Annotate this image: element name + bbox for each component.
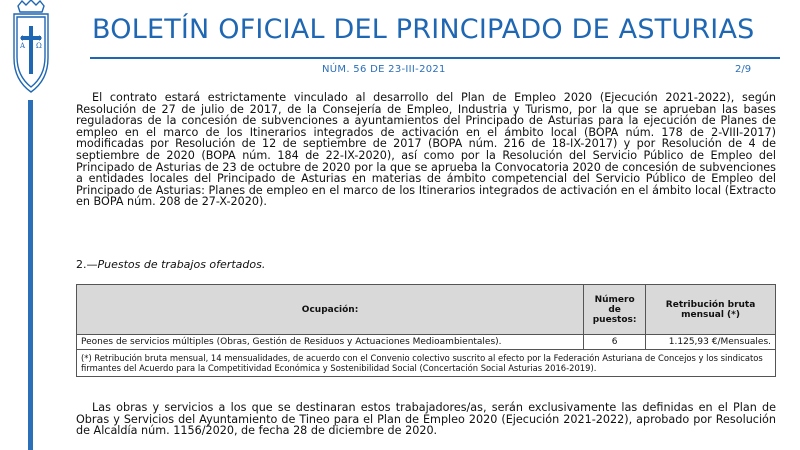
contract-paragraph (76, 92, 776, 208)
cell-occupation: Peones de servicios múltiples (Obras, Gestión de Residuos y Actuaciones Medioambientales). (77, 335, 584, 350)
page-number: 2/9 (735, 64, 752, 75)
issue-number: NÚM. 56 DE 23-III-2021 (322, 64, 446, 75)
table-header-row (77, 285, 776, 335)
jobs-table (76, 284, 776, 377)
works-paragraph (76, 402, 776, 437)
cell-count: 6 (584, 335, 646, 350)
asturias-coat-of-arms-icon (6, 0, 56, 100)
table-row (77, 335, 776, 350)
section-title: Puestos de trabajos ofertados. (97, 258, 266, 271)
table-footnote: (*) Retribución bruta mensual, 14 mensualidades, de acuerdo con el Convenio colectivo suscrito al efecto por la Federación Asturiana de Concejos y los sindicatos firmantes del Acuerdo para la Competitividad Económica y Sostenibilidad Social (Concertación Social Asturias 2016-2019). (77, 350, 776, 377)
section-heading (76, 258, 265, 271)
header-occupation: Ocupación: (77, 285, 584, 335)
works-paragraph-text: Las obras y servicios a los que se destinaran estos trabajadores/as, serán exclusivamente las definidas en el Plan de Obras y Servicios del Ayuntamiento de Tineo para el Plan de Empleo 2020 (Ejecución 2021-2022), aprobado por Resolución de Alcaldía núm. 1156/2020, de fecha 28 de diciembre de 2020. (76, 401, 776, 438)
svg-text:Ω: Ω (36, 42, 42, 50)
bulletin-title: BOLETÍN OFICIAL DEL PRINCIPADO DE ASTURIAS (92, 14, 755, 45)
cell-salary: 1.125,93 €/Mensuales. (646, 335, 776, 350)
header-salary: Retribución bruta mensual (*) (646, 285, 776, 335)
left-accent-bar (28, 100, 33, 450)
header-divider (90, 57, 780, 59)
svg-text:A: A (20, 42, 26, 50)
table-footnote-row (77, 350, 776, 377)
header-count: Número de puestos: (584, 285, 646, 335)
contract-paragraph-text: El contrato estará estrictamente vinculado al desarrollo del Plan de Empleo 2020 (Ejecución 2021-2022), según Resolución de 27 de julio de 2017, de la Consejería de Empleo, Industria y Turismo, por la que se aprueban las bases reguladoras de la concesión de subvenciones a ayuntamientos del Principado de Asturias para la ejecución de Planes de empleo en el marco de los Itinerarios integrados de activación en el ámbito local (BOPA núm. 178 de 2-VIII-2017) modificadas por Resolución de 12 de septiembre de 2017 (BOPA núm. 216 de 18-IX-2017) y por Resolución de 4 de septiembre de 2020 (BOPA núm. 184 de 22-IX-2020), así como por la Resolución del Servicio Público de Empleo del Principado de Asturias de 23 de octubre de 2020 por la que se aprueba la Convocatoria 2020 de concesión de subvenciones a entidades locales del Principado de Asturias en materias de ámbito competencial del Servicio Público de Empleo del Principado de Asturias: Planes de empleo en el marco de los Itinerarios integrados de activación en el ámbito local (Extracto en BOPA núm. 208 de 27-X-2020). (76, 91, 776, 209)
section-number: 2.— (76, 258, 98, 271)
